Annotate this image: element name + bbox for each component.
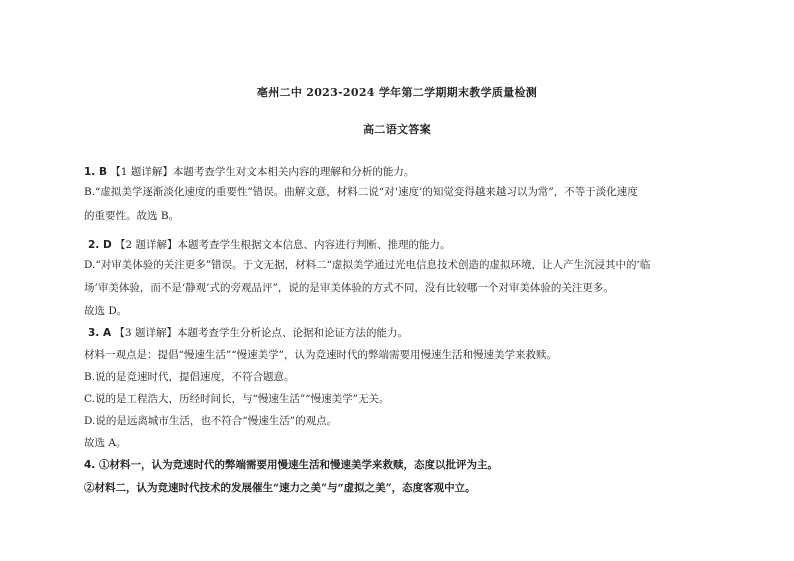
answer-4-point-1: ①材料一，认为竞速时代的弊端需要用慢速生活和慢速美学来救赎，态度以批评为主。 [98, 459, 498, 471]
document-subtitle: 高二语文答案 [363, 123, 431, 136]
answer-1-line-1: B.“虚拟美学逐渐淡化速度的重要性”错误。曲解文意，材料二说“对‘速度’的知觉变得越来越习以为常”，不等于淡化速度 [84, 186, 638, 198]
answer-1-header [84, 165, 414, 179]
answer-4-number: 4. [84, 459, 96, 471]
answer-4-point-2: ②材料二，认为竞速时代技术的发展催生“速力之美”与“虚拟之美”，态度客观中立。 [84, 482, 476, 494]
answer-3-line-1: 材料一观点是：提倡“慢速生活”“慢速美学”，认为竞速时代的弊端需要用慢速生活和慢速美学来救赎。 [84, 349, 557, 361]
answer-1-line-2: 的重要性。故选 B。 [84, 210, 180, 222]
answer-2-line-2: 场’审美体验，而不是‘静观’式的旁观品评”，说的是审美体验的方式不同，没有比较哪一个对审美体验的关注更多。 [84, 282, 614, 294]
answer-2-line-1: D.“对审美体验的关注更多”错误。于文无据，材料二“虚拟美学通过光电信息技术创造的虚拟环境，让人产生沉浸其中的‘临 [84, 259, 651, 271]
answer-4-line-1 [84, 458, 498, 472]
answer-3-summary: 本题考查学生分析论点、论据和论证方法的能力。 [176, 327, 408, 339]
answer-2-header [88, 238, 451, 252]
answer-3-header [88, 326, 408, 340]
answer-3-line-3: C.说的是工程浩大，历经时间长，与“慢速生活”“慢速美学”无关。 [84, 393, 390, 405]
answer-2-number: 2. D [88, 239, 112, 251]
answer-2-tag: 【2 题详解】 [115, 239, 178, 251]
answer-3-number: 3. A [88, 327, 112, 339]
document-title: 亳州二中 2023-2024 学年第二学期期末教学质量检测 [256, 86, 538, 99]
answer-3-line-4: D.说的是远离城市生活，也不符合“慢速生活”的观点。 [84, 415, 338, 427]
answer-1-number: 1. B [84, 166, 107, 178]
answer-2-summary: 本题考查学生根据文本信息、内容进行判断、推理的能力。 [177, 239, 451, 251]
answer-3-tag: 【3 题详解】 [114, 327, 177, 339]
answer-3-line-5: 故选 A。 [84, 437, 127, 449]
answer-1-summary: 本题考查学生对文本相关内容的理解和分析的能力。 [172, 166, 415, 178]
answer-1-tag: 【1 题详解】 [110, 166, 173, 178]
answer-3-line-2: B.说的是竞速时代，提倡速度，不符合题意。 [84, 371, 295, 383]
answer-2-line-3: 故选 D。 [84, 305, 128, 317]
